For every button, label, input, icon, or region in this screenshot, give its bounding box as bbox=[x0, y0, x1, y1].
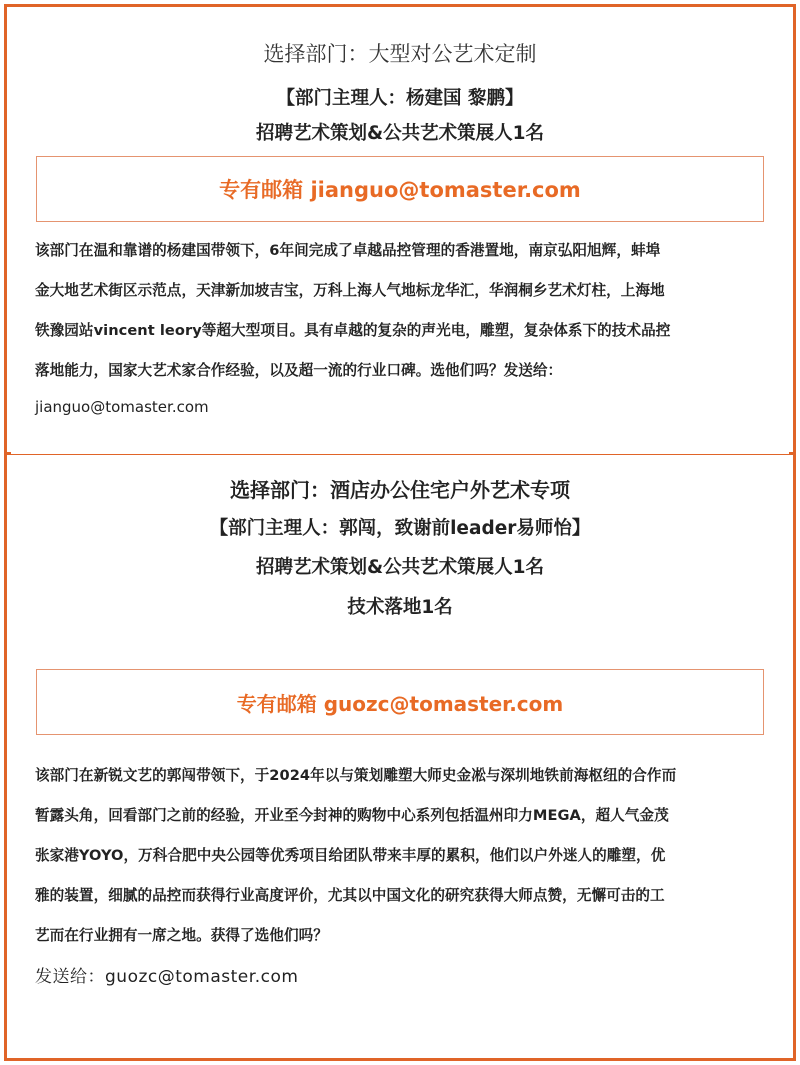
section1-title: 选择部门：大型对公艺术定制 bbox=[263, 42, 537, 66]
section1-recruit: 招聘艺术策划&公共艺术策展人1名 bbox=[255, 123, 544, 144]
description-line: 艺而在行业拥有一席之地。获得了选他们吗？ bbox=[35, 927, 328, 944]
section1-description bbox=[35, 231, 767, 391]
section1-heads: 【部门主理人：杨建国 黎鹏】 bbox=[276, 88, 524, 109]
section2-description bbox=[35, 756, 767, 956]
description-line: 雅的装置，细腻的品控而获得行业高度评价，尤其以中国文化的研究获得大师点赞，无懈可击的工 bbox=[35, 887, 665, 904]
section2-title: 选择部门：酒店办公住宅户外艺术专项 bbox=[230, 478, 570, 502]
description-line: 该部门在新锐文艺的郭闯带领下，于2024年以与策划雕塑大师史金凇与深圳地铁前海枢纽的合作而 bbox=[35, 767, 677, 784]
section2-recruit-2: 技术落地1名 bbox=[347, 597, 453, 618]
section1-email-box[interactable] bbox=[36, 156, 764, 222]
section2-recruit: 招聘艺术策划&公共艺术策展人1名 bbox=[255, 557, 544, 578]
description-line: 落地能力，国家大艺术家合作经验，以及超一流的行业口碑。选他们吗？发送给： bbox=[35, 362, 563, 379]
section2-email-box[interactable] bbox=[36, 669, 764, 735]
description-line: 金大地艺术街区示范点，天津新加坡吉宝，万科上海人气地标龙华汇，华润桐乡艺术灯柱，上海地 bbox=[35, 282, 665, 299]
section-divider-gap bbox=[11, 440, 789, 454]
section1-email-label[interactable]: 专有邮箱 jianguo@tomaster.com bbox=[219, 178, 581, 202]
section2-email-label[interactable]: 专有邮箱 guozc@tomaster.com bbox=[236, 691, 564, 716]
description-line: 张家港YOYO，万科合肥中央公园等优秀项目给团队带来丰厚的累积，他们以户外迷人的雕塑，优 bbox=[35, 847, 666, 864]
description-line: 暂露头角，回看部门之前的经验，开业至今封神的购物中心系列包括温州印力MEGA，超人气金茂 bbox=[35, 807, 669, 824]
description-line: 该部门在温和靠谱的杨建国带领下，6年间完成了卓越品控管理的香港置地，南京弘阳旭辉，蚌埠 bbox=[35, 242, 661, 259]
description-line: 铁豫园站vincent leory等超大型项目。具有卓越的复杂的声光电，雕塑，复杂体系下的技术品控 bbox=[35, 322, 671, 339]
section2-send-to[interactable]: 发送给：guozc@tomaster.com bbox=[35, 967, 299, 987]
section1-send-to[interactable]: jianguo@tomaster.com bbox=[35, 398, 209, 416]
section2-heads: 【部门主理人：郭闯，致谢前leader易师怡】 bbox=[209, 518, 591, 539]
